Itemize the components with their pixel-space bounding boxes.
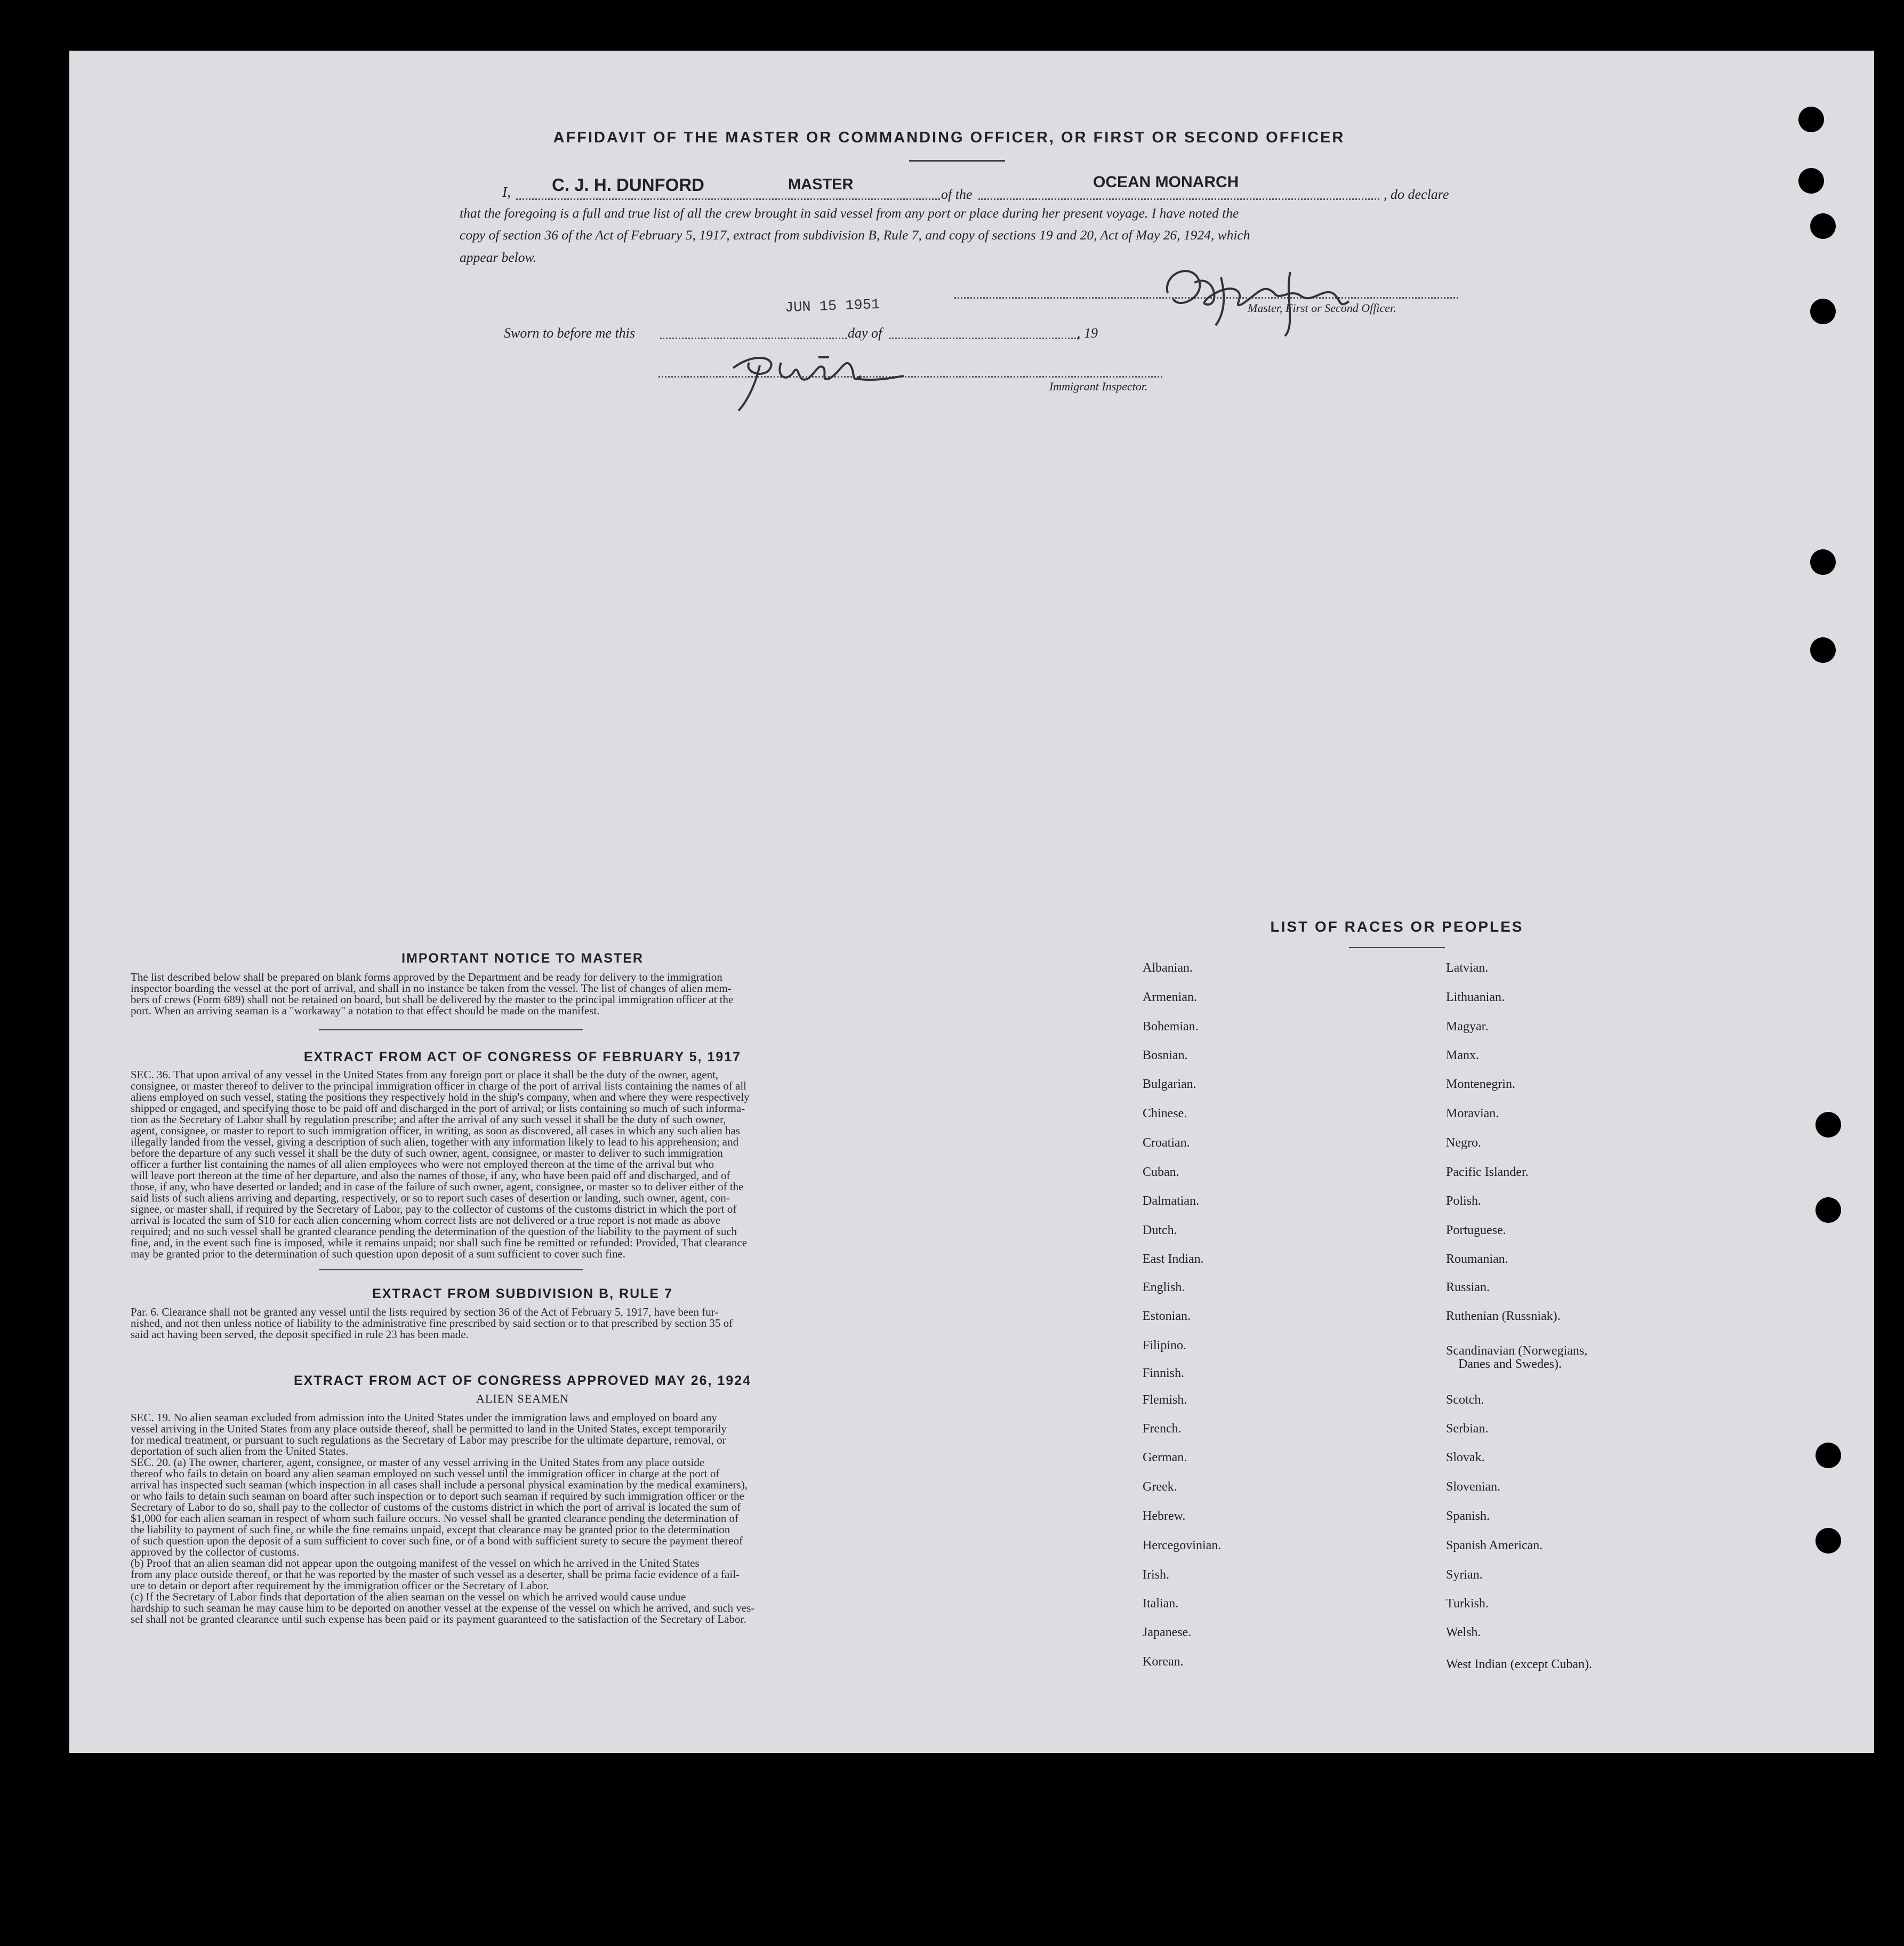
races-title-rule — [1349, 947, 1445, 948]
title-rule — [909, 160, 1005, 162]
do-declare-label: , do declare — [1384, 187, 1449, 202]
race-right: Polish. — [1446, 1194, 1482, 1208]
punch-hole — [1798, 107, 1824, 132]
extract-1917-line: arrival is located the sum of $10 for each alien concerning whom correct lists are not delivered or a true report is not made as above — [131, 1214, 721, 1227]
race-right: Portuguese. — [1446, 1223, 1506, 1237]
extract-1924-line: Secretary of Labor to do so, shall pay to the collector of customs of the customs district in which the port of arrival is located the sum of — [131, 1501, 741, 1513]
notice-body — [131, 972, 914, 1016]
race-right: Moravian. — [1446, 1107, 1499, 1120]
inspector-caption: Immigrant Inspector. — [1049, 380, 1148, 393]
race-right: Slovenian. — [1446, 1480, 1500, 1494]
race-right: Welsh. — [1446, 1625, 1481, 1639]
race-left: Chinese. — [1143, 1107, 1187, 1120]
race-left: German. — [1143, 1451, 1187, 1464]
race-left: Dalmatian. — [1143, 1194, 1199, 1208]
race-right: Danes and Swedes). — [1458, 1357, 1562, 1371]
race-left: Croatian. — [1143, 1136, 1190, 1150]
race-left: Hercegovinian. — [1143, 1539, 1222, 1552]
race-right: Syrian. — [1446, 1568, 1483, 1582]
race-left: Flemish. — [1143, 1393, 1187, 1407]
month-line — [889, 338, 1079, 339]
affidavit-line-3: appear below. — [460, 250, 537, 265]
extract-1924-line: of such question upon the deposit of a sum sufficient to cover such fine, or of a bond with sufficient surety to secure the payment thereof — [131, 1534, 743, 1547]
extract-rule7-line: said act having been served, the deposit specified in rule 23 has been made. — [131, 1328, 469, 1341]
race-right: Spanish. — [1446, 1509, 1490, 1523]
extract-1917-line: said lists of such aliens arriving and departing, respectively, or so to report such cases of desertion or landing, such owner, agent, con- — [131, 1191, 730, 1204]
vessel-line — [978, 198, 1379, 200]
race-left: Japanese. — [1143, 1625, 1192, 1639]
notice-title: IMPORTANT NOTICE TO MASTER — [401, 951, 644, 966]
race-left: French. — [1143, 1422, 1182, 1436]
day-of-label: day of — [848, 325, 882, 341]
punch-hole — [1798, 168, 1824, 194]
race-right: Negro. — [1446, 1136, 1481, 1150]
punch-hole — [1815, 1112, 1841, 1138]
race-right: Pacific Islander. — [1446, 1165, 1529, 1179]
extract-1917-line: SEC. 36. That upon arrival of any vessel in the United States from any foreign port or place it shall be the duty of the owner, agent, — [131, 1068, 719, 1081]
race-right: Manx. — [1446, 1048, 1479, 1062]
extract-rule7-line: Par. 6. Clearance shall not be granted any vessel until the lists required by section 36 of the Act of February 5, 1917, have been fur- — [131, 1306, 719, 1318]
race-right: Scotch. — [1446, 1393, 1484, 1407]
punch-hole — [1815, 1443, 1841, 1468]
extract-1924-line: arrival has inspected such seaman (which inspection in all cases shall include a personal physical examination by the medical examiners), — [131, 1478, 748, 1491]
extract-1924-line: (c) If the Secretary of Labor finds that deportation of the alien seaman on the vessel on which he arrived would cause undue — [131, 1590, 686, 1603]
notice-line: port. When an arriving seaman is a "workaway" a notation to that effect should be made on the manifest. — [131, 1004, 600, 1017]
race-left: Cuban. — [1143, 1165, 1179, 1179]
extract-1917-line: required; and no such vessel shall be granted clearance pending the determination of the question of the liability to the payment of such — [131, 1225, 737, 1238]
extract-rule7-body — [131, 1307, 914, 1340]
punch-hole — [1810, 549, 1836, 575]
race-left: Bulgarian. — [1143, 1077, 1196, 1091]
race-left: Greek. — [1143, 1480, 1177, 1494]
race-right: Latvian. — [1446, 961, 1489, 975]
extract-1924-line: vessel arriving in the United States from any place outside thereof, shall be permitted to land in the United States, except temporarily — [131, 1422, 727, 1435]
extract-1924-line: or who fails to detain such seaman on board after such inspection or to deport such seaman if required by such immigration officer or the — [131, 1489, 744, 1502]
year-prefix: , 19 — [1077, 325, 1098, 341]
race-right: Magyar. — [1446, 1020, 1489, 1034]
extract-1924-line: SEC. 20. (a) The owner, charterer, agent, consignee, or master of any vessel arriving in the United States from any place outside — [131, 1456, 705, 1469]
extract-1924-title: EXTRACT FROM ACT OF CONGRESS APPROVED MAY 26, 1924 — [293, 1373, 752, 1388]
extract-1924-line: ure to detain or deport after requirement by the immigration officer or the Secretary of Labor. — [131, 1579, 549, 1592]
race-left: Filipino. — [1143, 1339, 1187, 1352]
extract-1917-line: aliens employed on such vessel, stating the positions they respectively hold in the ship's company, when and where they were respectively — [131, 1091, 750, 1103]
extract-1917-line: agent, consignee, or master to report to such immigration officer, in writing, as soon as discovered, all cases in which any such alien has — [131, 1124, 740, 1137]
notice-line: bers of crews (Form 689) shall not be retained on board, but shall be delivered by the master to the principal immigration officer at the — [131, 993, 734, 1006]
section-rule — [319, 1269, 583, 1270]
extract-1924-line: deportation of such alien from the United States. — [131, 1445, 349, 1458]
inspector-signature — [722, 336, 914, 416]
race-left: Bosnian. — [1143, 1048, 1188, 1062]
extract-1924-line: hardship to such seaman he may cause him to be deported on another vessel at the expense of the vessel on which he arrived, and such ves- — [131, 1601, 755, 1614]
extract-1917-line: officer a further list containing the names of all alien employees who were not employed thereon at the time of the arrival but who — [131, 1158, 714, 1171]
extract-1924-line: for medical treatment, or pursuant to such regulations as the Secretary of Labor may prescribe for the ultimate departure, removal, or — [131, 1434, 726, 1446]
race-right: Slovak. — [1446, 1451, 1485, 1464]
vessel-name: OCEAN MONARCH — [1093, 173, 1239, 191]
race-right: Ruthenian (Russniak). — [1446, 1309, 1561, 1323]
affidavit-prefix: I, — [502, 184, 511, 200]
race-left: Italian. — [1143, 1597, 1179, 1611]
extract-1917-line: signee, or master shall, if required by the Secretary of Labor, pay to the collector of customs of the customs district in which the port of — [131, 1203, 737, 1215]
race-left: Irish. — [1143, 1568, 1169, 1582]
notice-line: inspector boarding the vessel at the port of arrival, and shall in no instance be taken from the vessel. The list of changes of alien mem- — [131, 982, 732, 995]
punch-hole — [1815, 1197, 1841, 1223]
race-left: East Indian. — [1143, 1252, 1204, 1266]
punch-hole — [1810, 213, 1836, 239]
extract-1917-line: may be granted prior to the determination of such question upon deposit of a sum sufficient to cover such fine. — [131, 1247, 626, 1260]
extract-1917-line: illegally landed from the vessel, giving a description of such alien, together with any information likely to lead to his apprehension; and — [131, 1135, 739, 1148]
race-left: Hebrew. — [1143, 1509, 1186, 1523]
race-right: Turkish. — [1446, 1597, 1489, 1611]
extract-1917-line: tion as the Secretary of Labor shall by regulation prescribe; and after the arrival of any such vessel it shall be the duty of such owner, — [131, 1113, 726, 1126]
extract-1917-body — [131, 1069, 914, 1260]
of-the-label: of the — [941, 187, 973, 202]
race-right: West Indian (except Cuban). — [1446, 1657, 1592, 1671]
race-right: Montenegrin. — [1446, 1077, 1515, 1091]
race-right: Scandinavian (Norwegians, — [1446, 1344, 1588, 1358]
punch-hole — [1810, 637, 1836, 663]
extract-1924-line: sel shall not be granted clearance until such expense has been paid or its payment guaranteed to the satisfaction of the Secretary of Labor. — [131, 1613, 746, 1625]
extract-1917-line: shipped or engaged, and specifying those to be paid off and discharged in the port of arrival; or lists containing so much of such informa- — [131, 1102, 745, 1115]
extract-1924-body — [131, 1412, 914, 1625]
extract-1924-line: the liability to payment of such fine, or while the fine remains unpaid, except that clearance may be granted prior to the determination — [131, 1523, 730, 1536]
master-signature — [1157, 251, 1402, 341]
races-title: LIST OF RACES OR PEOPLES — [1270, 918, 1524, 935]
race-left: Finnish. — [1143, 1366, 1185, 1380]
race-left: Armenian. — [1143, 990, 1197, 1004]
race-right: Lithuanian. — [1446, 990, 1505, 1004]
race-left: Bohemian. — [1143, 1020, 1199, 1034]
punch-hole — [1815, 1528, 1841, 1553]
extract-rule7-title: EXTRACT FROM SUBDIVISION B, RULE 7 — [372, 1286, 673, 1301]
extract-1917-line: will leave port thereon at the time of her departure, and also the names of those, if any, who have been paid off and discharged, and of — [131, 1169, 730, 1182]
extract-1924-line: from any place outside thereof, or that he was reported by the master of such vessel as a deserter, shall be prima facie evidence of a fail- — [131, 1568, 740, 1581]
extract-rule7-line: nished, and not then unless notice of liability to the administrative fine prescribed by said section or to that prescribed by section 35 of — [131, 1317, 733, 1330]
extract-1924-line: $1,000 for each alien seaman in respect of whom such failure occurs. No vessel shall be granted clearance pending the determination of — [131, 1512, 738, 1525]
officer-name: C. J. H. DUNFORD — [552, 175, 705, 195]
extract-1924-line: approved by the collector of customs. — [131, 1545, 300, 1558]
date-stamp: JUN 15 1951 — [784, 297, 880, 317]
affidavit-line-1: that the foregoing is a full and true list of all the crew brought in said vessel from any port or place during her present voyage. I have noted the — [460, 205, 1239, 221]
race-right: Spanish American. — [1446, 1539, 1543, 1552]
extract-1924-subtitle: ALIEN SEAMEN — [476, 1392, 569, 1405]
race-right: Russian. — [1446, 1280, 1490, 1294]
punch-hole — [1810, 299, 1836, 324]
race-left: Dutch. — [1143, 1223, 1177, 1237]
race-right: Roumanian. — [1446, 1252, 1508, 1266]
extract-1924-line: thereof who fails to detain on board any alien seaman employed on such vessel until the immigration officer in charge at the port of — [131, 1467, 720, 1480]
race-right: Serbian. — [1446, 1422, 1489, 1436]
race-left: English. — [1143, 1280, 1185, 1294]
extract-1917-line: those, if any, who have deserted or landed; and in case of the failure of such owner, agent, consignee, or master so to deliver either of the — [131, 1180, 744, 1193]
affidavit-title: AFFIDAVIT OF THE MASTER OR COMMANDING OFFICER, OR FIRST OR SECOND OFFICER — [553, 129, 1345, 146]
section-rule — [319, 1029, 583, 1030]
race-left: Korean. — [1143, 1655, 1184, 1669]
officer-rank: MASTER — [788, 176, 854, 193]
sworn-text: Sworn to before me this — [504, 325, 636, 341]
extract-1917-line: fine, and, in the event such fine is imposed, while it remains unpaid; nor shall such fine be remitted or refunded: Provided, That clearance — [131, 1236, 748, 1249]
extract-1924-line: (b) Proof that an alien seaman did not appear upon the outgoing manifest of the vessel on which he arrived in the United States — [131, 1557, 700, 1569]
notice-line: The list described below shall be prepared on blank forms approved by the Department and be ready for delivery to the immigration — [131, 971, 722, 983]
signature-caption: Master, First or Second Officer. — [1248, 301, 1396, 315]
affidavit-line-2: copy of section 36 of the Act of February 5, 1917, extract from subdivision B, Rule 7, and copy of sections 19 and 20, Act of May 26, 1924, which — [460, 227, 1250, 243]
extract-1917-title: EXTRACT FROM ACT OF CONGRESS OF FEBRUARY 5, 1917 — [303, 1050, 742, 1064]
race-left: Albanian. — [1143, 961, 1193, 975]
race-left: Estonian. — [1143, 1309, 1191, 1323]
extract-1924-line: SEC. 19. No alien seaman excluded from admission into the United States under the immigration laws and employed on board any — [131, 1411, 717, 1424]
name-line — [516, 198, 940, 200]
extract-1917-line: before the departure of any such vessel it shall be the duty of such owner, agent, consignee, or master to deliver to such immigration — [131, 1147, 723, 1159]
extract-1917-line: consignee, or master thereof to deliver to the principal immigration officer in charge of the port of arrival lists containing the names of all — [131, 1079, 747, 1092]
